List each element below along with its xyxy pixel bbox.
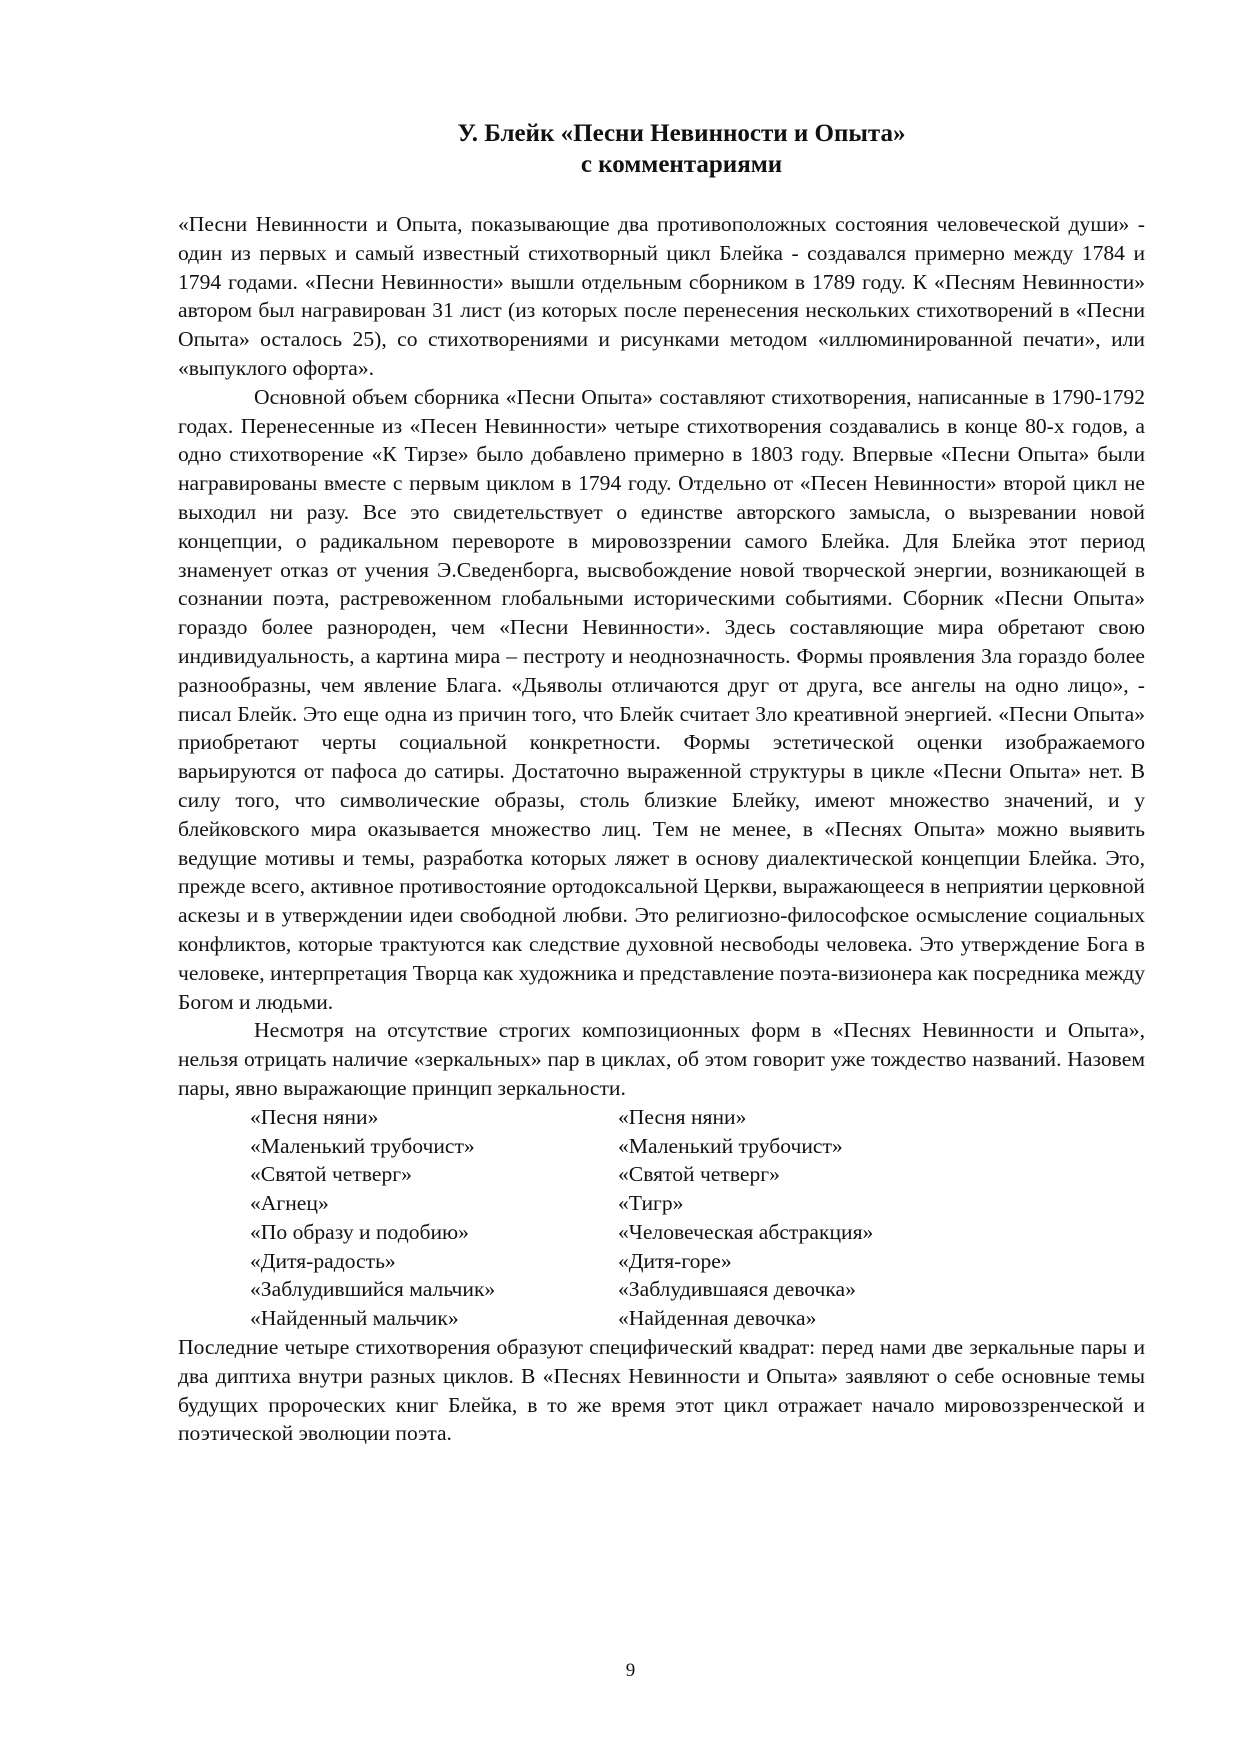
- page-number: 9: [625, 1660, 636, 1681]
- innocence-poem: «Маленький трубочист»: [250, 1133, 475, 1158]
- innocence-poem: «Святой четверг»: [250, 1162, 412, 1187]
- title-line-2: с комментариями: [580, 151, 783, 178]
- title-line-1: У. Блейк «Песни Невинности и Опыта»: [457, 120, 906, 147]
- poem-pair-row: [178, 1132, 1145, 1161]
- paragraph-closing: Последние четыре стихотворения образуют специфический квадрат: перед нами две зеркальные пары и два диптиха внутри разных циклов. В «Песнях Невинности и Опыта» заявляют о себе основные темы будущих пророческих книг Блейка, в то же время этот цикл отражает начало мировоззренческой и поэтической эволюции поэта.: [178, 1335, 1145, 1446]
- poem-pair-row: [178, 1160, 1145, 1189]
- poem-pair-row: [178, 1218, 1145, 1247]
- experience-poem: «Найденная девочка»: [618, 1306, 817, 1331]
- innocence-poem: «По образу и подобию»: [250, 1219, 469, 1244]
- poem-pair-row: [178, 1103, 1145, 1132]
- experience-poem: «Тигр»: [618, 1191, 684, 1216]
- experience-poem: «Дитя-горе»: [618, 1248, 732, 1273]
- experience-poem: «Песня няни»: [618, 1104, 747, 1129]
- experience-poem: «Маленький трубочист»: [618, 1133, 843, 1158]
- innocence-poem: «Дитя-радость»: [250, 1248, 396, 1273]
- paragraph-experience: Основной объем сборника «Песни Опыта» составляют стихотворения, написанные в 1790-1792 годах. Перенесенные из «Песен Невинности» четыре стихотворения создавались в конце 80-х годов, а одно стихотворение «К Тирзе» было добавлено примерно в 1803 году. Впервые «Песни Опыта» были награвированы вместе с первым циклом в 1794 году. Отдельно от «Песен Невинности» второй цикл не выходил ни разу. Все это свидетельствует о единстве авторского замысла, о вызревании новой концепции, о радикальном перевороте в мировоззрении самого Блейка. Для Блейка этот период знаменует отказ от учения Э.Сведенборга, высвобождение новой творческой энергии, возникающей в сознании поэта, растревоженном глобальными историческими событиями. Сборник «Песни Опыта» гораздо более разнороден, чем «Песни Невинности». Здесь составляющие мира обретают свою индивидуальность, а картина мира – пестроту и неоднозначность. Формы проявления Зла гораздо более разнообразны, чем явление Блага. «Дьяволы отличаются друг от друга, все ангелы на одно лицо», - писал Блейк. Это еще одна из причин того, что Блейк считает Зло креативной энергией. «Песни Опыта» приобретают черты социальной конкретности. Формы эстетической оценки изображаемого варьируются от пафоса до сатиры. Достаточно выраженной структуры в цикле «Песни Опыта» нет. В силу того, что символические образы, столь близкие Блейку, имеют множество значений, и у блейковского мира оказывается множество лиц. Тем не менее, в «Песнях Опыта» можно выявить ведущие мотивы и темы, разработка которых ляжет в основу диалектической концепции Блейка. Это, прежде всего, активное противостояние ортодоксальной Церкви, выражающееся в неприятии церковной аскезы и в утверждении идеи свободной любви. Это религиозно-философское осмысление социальных конфликтов, которые трактуются как следствие духовной несвободы человека. Это утверждение Бога в человеке, интерпретация Творца как художника и представление поэта-визионера как посредника между Богом и людьми.: [178, 384, 1145, 1014]
- innocence-poem: «Агнец»: [250, 1191, 329, 1216]
- innocence-poem: «Найденный мальчик»: [250, 1306, 459, 1331]
- experience-poem: «Заблудившаяся девочка»: [618, 1277, 856, 1302]
- experience-poem: «Святой четверг»: [618, 1162, 780, 1187]
- page-content: [178, 118, 1145, 1448]
- closing-section: [178, 1333, 1145, 1448]
- innocence-poem: «Заблудившийся мальчик»: [250, 1277, 496, 1302]
- paragraph-mirror-pairs: Несмотря на отсутствие строгих композиционных форм в «Песнях Невинности и Опыта», нельзя отрицать наличие «зеркальных» пар в циклах, об этом говорит уже тождество названий. Назовем пары, явно выражающие принцип зеркальности.: [178, 1018, 1145, 1100]
- paragraph-intro: «Песни Невинности и Опыта, показывающие два противоположных состояния человеческой души» - один из первых и самый известный стихотворный цикл Блейка - создавался примерно между 1784 и 1794 годами. «Песни Невинности» вышли отдельным сборником в 1789 году. К «Песням Невинности» автором был награвирован 31 лист (из которых после перенесения нескольких стихотворений в «Песни Опыта» осталось 25), со стихотворениями и рисунками методом «иллюминированной печати», или «выпуклого офорта».: [178, 212, 1145, 380]
- document-title: [178, 118, 1145, 180]
- poem-pair-row: [178, 1275, 1145, 1304]
- poem-pair-row: [178, 1304, 1145, 1333]
- poem-pairs-list: [178, 1103, 1145, 1333]
- experience-poem: «Человеческая абстракция»: [618, 1219, 874, 1244]
- innocence-poem: «Песня няни»: [250, 1104, 379, 1129]
- poem-pair-row: [178, 1189, 1145, 1218]
- document-body: [178, 210, 1145, 1103]
- poem-pair-row: [178, 1247, 1145, 1276]
